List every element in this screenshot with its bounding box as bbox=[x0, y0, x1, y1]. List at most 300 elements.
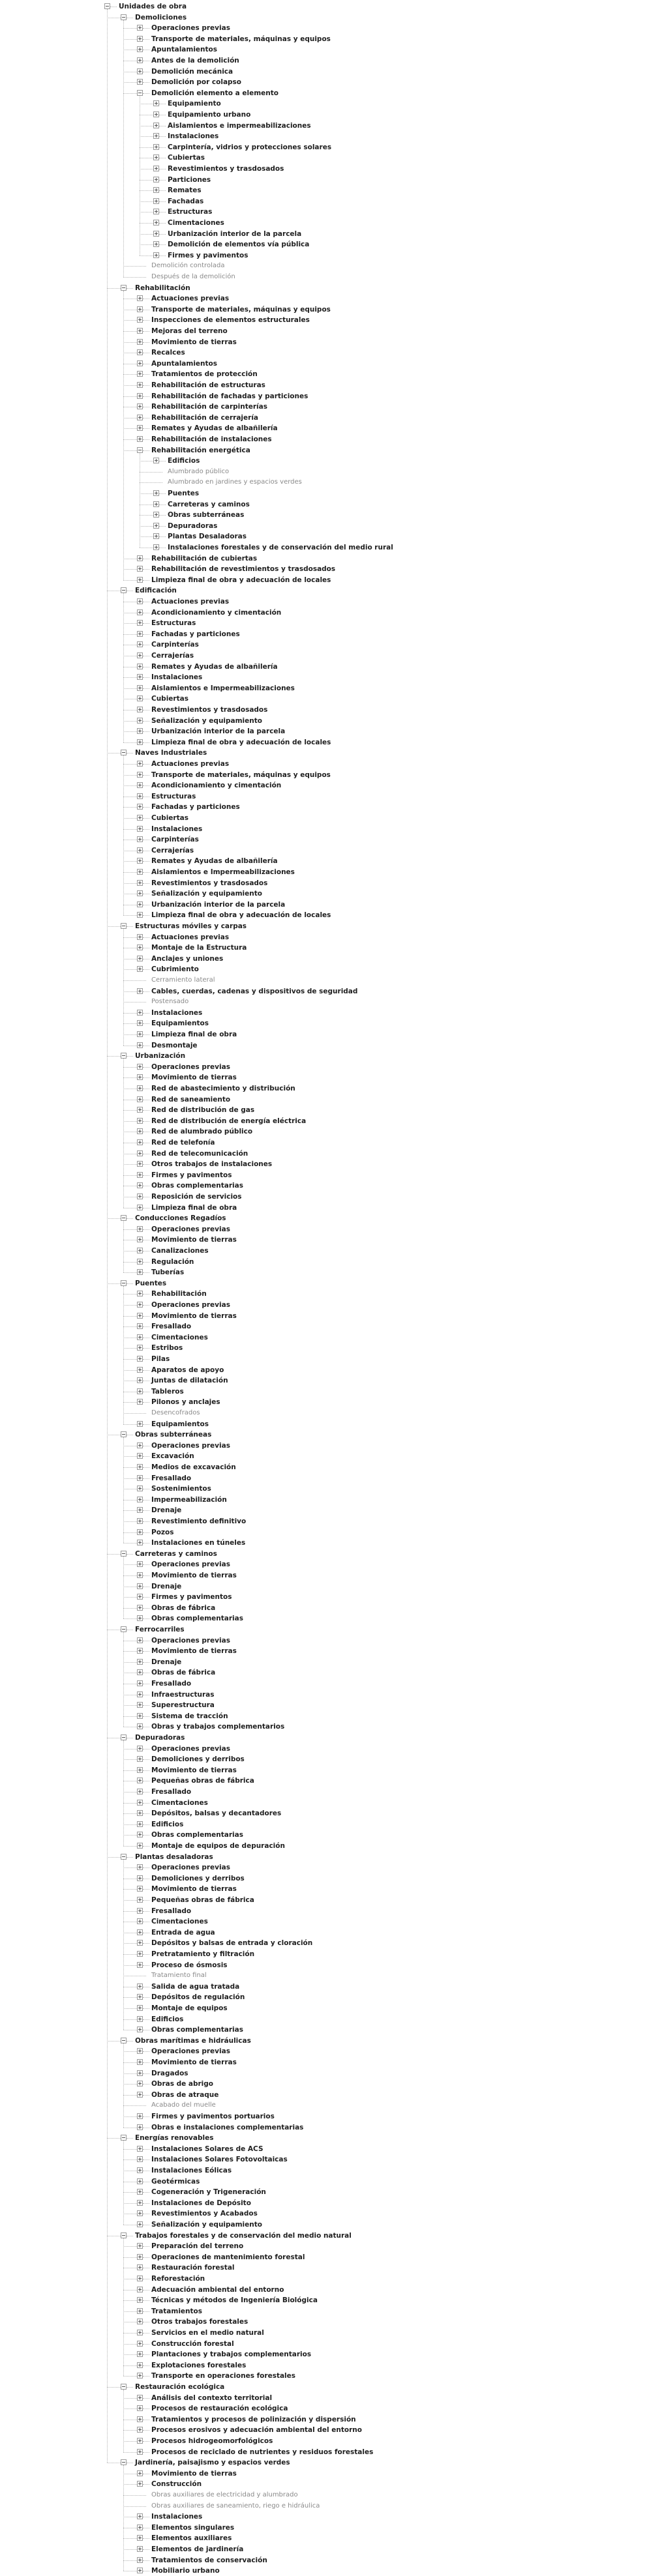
tree-node-label[interactable]: Impermeabilización bbox=[151, 1495, 227, 1504]
tree-node-label[interactable]: Equipamiento urbano bbox=[168, 111, 251, 119]
tree-node-label[interactable]: Pequeñas obras de fábrica bbox=[151, 1777, 254, 1785]
tree-node-label[interactable]: Cimentaciones bbox=[151, 1918, 208, 1926]
tree-node-label[interactable]: Obras subterráneas bbox=[135, 1431, 212, 1439]
tree-node[interactable] bbox=[0, 142, 647, 153]
tree-node[interactable] bbox=[0, 2533, 647, 2543]
expand-toggle-icon[interactable] bbox=[137, 1951, 143, 1957]
tree-node-label[interactable]: Construcción bbox=[151, 2480, 202, 2489]
expand-toggle-icon[interactable] bbox=[153, 166, 159, 171]
tree-node[interactable] bbox=[0, 1408, 647, 1418]
tree-node-label[interactable]: Obras e instalaciones complementarias bbox=[151, 2123, 304, 2131]
tree-node[interactable] bbox=[0, 1538, 647, 1548]
tree-node[interactable] bbox=[0, 1624, 647, 1635]
tree-node-label[interactable]: Revestimientos y trasdosados bbox=[151, 706, 268, 714]
tree-node-label[interactable]: Estructuras bbox=[168, 208, 213, 216]
tree-node-label[interactable]: Revestimiento definitivo bbox=[151, 1517, 247, 1525]
tree-node-label[interactable]: Puentes bbox=[135, 1279, 167, 1287]
tree-node[interactable] bbox=[0, 2360, 647, 2371]
expand-toggle-icon[interactable] bbox=[137, 1594, 143, 1600]
tree-leaf-label[interactable]: Acabado del muelle bbox=[151, 2101, 216, 2109]
tree-node-label[interactable]: Firmes y pavimentos bbox=[151, 1593, 232, 1602]
tree-node-label[interactable]: Instalaciones de Depósito bbox=[151, 2199, 251, 2207]
tree-node[interactable] bbox=[0, 2490, 647, 2500]
tree-node[interactable] bbox=[0, 2122, 647, 2133]
expand-toggle-icon[interactable] bbox=[137, 1453, 143, 1459]
expand-toggle-icon[interactable] bbox=[137, 2308, 143, 2314]
tree-node[interactable] bbox=[0, 12, 647, 23]
tree-node-label[interactable]: Carreteras y caminos bbox=[135, 1549, 217, 1558]
tree-node[interactable] bbox=[0, 2003, 647, 2013]
tree-node-label[interactable]: Equipamiento bbox=[168, 100, 221, 108]
tree-node-label[interactable]: Transporte de materiales, máquinas y equipos bbox=[151, 770, 331, 779]
tree-node[interactable] bbox=[0, 2252, 647, 2262]
tree-node[interactable] bbox=[0, 596, 647, 607]
tree-node-label[interactable]: Firmes y pavimentos bbox=[168, 251, 248, 259]
tree-node[interactable] bbox=[0, 1754, 647, 1764]
expand-toggle-icon[interactable] bbox=[137, 1605, 143, 1611]
tree-node-label[interactable]: Infraestructuras bbox=[151, 1690, 215, 1699]
tree-node-label[interactable]: Depósitos de regulación bbox=[151, 1993, 245, 2002]
expand-toggle-icon[interactable] bbox=[137, 1583, 143, 1589]
tree-node-label[interactable]: Estructuras bbox=[151, 792, 196, 800]
tree-node[interactable] bbox=[0, 585, 647, 596]
tree-node-label[interactable]: Elementos singulares bbox=[151, 2523, 235, 2532]
tree-node-label[interactable]: Instalaciones bbox=[151, 673, 203, 682]
tree-node-label[interactable]: Operaciones previas bbox=[151, 1225, 230, 1233]
tree-node[interactable] bbox=[0, 23, 647, 33]
collapse-toggle-icon[interactable] bbox=[121, 285, 127, 291]
tree-node-label[interactable]: Explotaciones forestales bbox=[151, 2361, 247, 2369]
tree-node-label[interactable]: Rehabilitación de instalaciones bbox=[151, 435, 272, 443]
expand-toggle-icon[interactable] bbox=[137, 371, 143, 377]
expand-toggle-icon[interactable] bbox=[137, 1269, 143, 1275]
tree-node-label[interactable]: Fresallado bbox=[151, 1474, 192, 1482]
tree-node[interactable] bbox=[0, 2176, 647, 2187]
expand-toggle-icon[interactable] bbox=[153, 544, 159, 550]
tree-node[interactable] bbox=[0, 164, 647, 174]
tree-node[interactable] bbox=[0, 997, 647, 1007]
tree-node-label[interactable]: Cerrajerías bbox=[151, 652, 194, 660]
collapse-toggle-icon[interactable] bbox=[121, 923, 127, 929]
tree-node[interactable] bbox=[0, 272, 647, 282]
expand-toggle-icon[interactable] bbox=[137, 57, 143, 63]
expand-toggle-icon[interactable] bbox=[137, 2395, 143, 2401]
tree-node-label[interactable]: Urbanización bbox=[135, 1052, 186, 1061]
tree-node[interactable] bbox=[0, 1765, 647, 1776]
tree-node-label[interactable]: Unidades de obra bbox=[119, 3, 187, 10]
tree-node[interactable] bbox=[0, 1927, 647, 1938]
expand-toggle-icon[interactable] bbox=[137, 328, 143, 334]
tree-node[interactable] bbox=[0, 2241, 647, 2251]
expand-toggle-icon[interactable] bbox=[137, 1572, 143, 1578]
collapse-toggle-icon[interactable] bbox=[121, 1215, 127, 1221]
tree-leaf-label[interactable]: Cerramiento lateral bbox=[151, 976, 215, 984]
expand-toggle-icon[interactable] bbox=[137, 609, 143, 615]
tree-node[interactable] bbox=[0, 1581, 647, 1592]
tree-node-label[interactable]: Dragados bbox=[151, 2069, 188, 2077]
tree-node-label[interactable]: Limpieza final de obra bbox=[151, 1031, 237, 1038]
tree-node-label[interactable]: Fresallado bbox=[151, 1788, 192, 1796]
expand-toggle-icon[interactable] bbox=[137, 1561, 143, 1567]
tree-node[interactable] bbox=[0, 1678, 647, 1689]
tree-node[interactable] bbox=[0, 726, 647, 737]
tree-node[interactable] bbox=[0, 456, 647, 466]
tree-node-label[interactable]: Movimiento de tierras bbox=[151, 1311, 237, 1320]
collapse-toggle-icon[interactable] bbox=[121, 1854, 127, 1860]
tree-node[interactable] bbox=[0, 1441, 647, 1451]
expand-toggle-icon[interactable] bbox=[137, 815, 143, 821]
tree-node-label[interactable]: Carpinterías bbox=[151, 836, 199, 844]
tree-node-label[interactable]: Mobiliario urbano bbox=[151, 2567, 220, 2575]
tree-leaf-label[interactable]: Alumbrado público bbox=[168, 467, 230, 475]
expand-toggle-icon[interactable] bbox=[137, 1940, 143, 1946]
tree-node[interactable] bbox=[0, 1657, 647, 1667]
tree-node-label[interactable]: Restauración ecológica bbox=[135, 2383, 225, 2391]
expand-toggle-icon[interactable] bbox=[137, 912, 143, 918]
expand-toggle-icon[interactable] bbox=[137, 826, 143, 832]
expand-toggle-icon[interactable] bbox=[137, 2124, 143, 2130]
tree-node[interactable] bbox=[0, 1029, 647, 1040]
tree-node[interactable] bbox=[0, 2523, 647, 2533]
tree-node[interactable] bbox=[0, 1267, 647, 1278]
expand-toggle-icon[interactable] bbox=[137, 2254, 143, 2260]
tree-node-label[interactable]: Movimiento de tierras bbox=[151, 1074, 237, 1082]
tree-leaf-label[interactable]: Postensado bbox=[151, 998, 189, 1006]
collapse-toggle-icon[interactable] bbox=[137, 90, 143, 96]
tree-node-label[interactable]: Demoliciones y derribos bbox=[151, 1874, 245, 1882]
tree-node[interactable] bbox=[0, 1646, 647, 1656]
expand-toggle-icon[interactable] bbox=[137, 306, 143, 312]
tree-node-label[interactable]: Acondicionamiento y cimentación bbox=[151, 782, 282, 790]
tree-node-label[interactable]: Transporte de materiales, máquinas y equipos bbox=[151, 35, 331, 43]
tree-node-label[interactable]: Puentes bbox=[168, 490, 200, 497]
tree-node-label[interactable]: Carpinterías bbox=[151, 641, 199, 649]
tree-node-label[interactable]: Fresallado bbox=[151, 1323, 192, 1331]
tree-node[interactable] bbox=[0, 2208, 647, 2219]
tree-node[interactable] bbox=[0, 1451, 647, 1461]
tree-node[interactable] bbox=[0, 2231, 647, 2241]
expand-toggle-icon[interactable] bbox=[137, 664, 143, 669]
expand-toggle-icon[interactable] bbox=[137, 1193, 143, 1199]
tree-node-label[interactable]: Montaje de equipos bbox=[151, 2004, 228, 2012]
expand-toggle-icon[interactable] bbox=[137, 2470, 143, 2476]
expand-toggle-icon[interactable] bbox=[137, 1150, 143, 1156]
tree-node-label[interactable]: Cubrimiento bbox=[151, 965, 199, 974]
tree-node[interactable] bbox=[0, 2295, 647, 2305]
tree-node-label[interactable]: Rehabilitación energética bbox=[151, 446, 250, 454]
tree-node[interactable] bbox=[0, 326, 647, 336]
tree-node[interactable] bbox=[0, 888, 647, 899]
expand-toggle-icon[interactable] bbox=[137, 988, 143, 994]
tree-node-label[interactable]: Desmontaje bbox=[151, 1041, 198, 1049]
tree-node-label[interactable]: Elementos de jardinería bbox=[151, 2545, 244, 2553]
tree-node[interactable] bbox=[0, 1733, 647, 1743]
tree-node-label[interactable]: Revestimientos y trasdosados bbox=[168, 165, 284, 173]
expand-toggle-icon[interactable] bbox=[153, 523, 159, 529]
tree-node[interactable] bbox=[0, 1721, 647, 1732]
expand-toggle-icon[interactable] bbox=[137, 1118, 143, 1124]
tree-node[interactable] bbox=[0, 402, 647, 412]
tree-node[interactable] bbox=[0, 1798, 647, 1808]
expand-toggle-icon[interactable] bbox=[137, 1020, 143, 1026]
expand-toggle-icon[interactable] bbox=[137, 966, 143, 972]
tree-node[interactable] bbox=[0, 359, 647, 369]
expand-toggle-icon[interactable] bbox=[137, 2557, 143, 2563]
tree-node-label[interactable]: Red de saneamiento bbox=[151, 1095, 231, 1104]
tree-node[interactable] bbox=[0, 445, 647, 456]
tree-node-label[interactable]: Red de telecomunicación bbox=[151, 1149, 248, 1158]
tree-node-label[interactable]: Pretratamiento y filtración bbox=[151, 1950, 255, 1958]
tree-node-label[interactable]: Movimiento de tierras bbox=[151, 2058, 237, 2066]
tree-node[interactable] bbox=[0, 1603, 647, 1613]
tree-node[interactable] bbox=[0, 2566, 647, 2576]
tree-node[interactable] bbox=[0, 1365, 647, 1375]
expand-toggle-icon[interactable] bbox=[137, 1010, 143, 1016]
tree-node-label[interactable]: Obras de atraque bbox=[151, 2090, 219, 2099]
tree-node[interactable] bbox=[0, 98, 647, 109]
expand-toggle-icon[interactable] bbox=[137, 793, 143, 799]
tree-node-label[interactable]: Reforestación bbox=[151, 2275, 205, 2283]
tree-node[interactable] bbox=[0, 2154, 647, 2165]
tree-node[interactable] bbox=[0, 1419, 647, 1429]
expand-toggle-icon[interactable] bbox=[137, 1042, 143, 1048]
tree-node[interactable] bbox=[0, 239, 647, 250]
expand-toggle-icon[interactable] bbox=[137, 1291, 143, 1296]
expand-toggle-icon[interactable] bbox=[137, 869, 143, 875]
expand-toggle-icon[interactable] bbox=[137, 2243, 143, 2249]
tree-node[interactable] bbox=[0, 2339, 647, 2349]
expand-toggle-icon[interactable] bbox=[137, 1713, 143, 1719]
tree-node[interactable] bbox=[0, 413, 647, 423]
tree-node[interactable] bbox=[0, 878, 647, 888]
collapse-toggle-icon[interactable] bbox=[121, 14, 127, 20]
expand-toggle-icon[interactable] bbox=[137, 1800, 143, 1806]
tree-node[interactable] bbox=[0, 250, 647, 261]
expand-toggle-icon[interactable] bbox=[137, 890, 143, 896]
tree-node-label[interactable]: Trabajos forestales y de conservación del medio natural bbox=[135, 2231, 352, 2240]
tree-node[interactable] bbox=[0, 2144, 647, 2154]
expand-toggle-icon[interactable] bbox=[137, 1789, 143, 1794]
expand-toggle-icon[interactable] bbox=[137, 1529, 143, 1535]
tree-node-label[interactable]: Fachadas bbox=[168, 197, 204, 205]
tree-node-label[interactable]: Carpintería, vidrios y protecciones solares bbox=[168, 143, 332, 151]
expand-toggle-icon[interactable] bbox=[137, 1929, 143, 1935]
tree-node-label[interactable]: Construcción forestal bbox=[151, 2339, 234, 2348]
expand-toggle-icon[interactable] bbox=[137, 1302, 143, 1308]
tree-node-label[interactable]: Demolición de elementos vía pública bbox=[168, 241, 310, 249]
expand-toggle-icon[interactable] bbox=[137, 2059, 143, 2065]
collapse-toggle-icon[interactable] bbox=[121, 1280, 127, 1286]
tree-node[interactable] bbox=[0, 1332, 647, 1343]
tree-node[interactable] bbox=[0, 488, 647, 499]
tree-node[interactable] bbox=[0, 218, 647, 228]
tree-node-label[interactable]: Limpieza final de obra y adecuación de locales bbox=[151, 576, 331, 584]
tree-leaf-label[interactable]: Desencofrados bbox=[151, 1409, 200, 1416]
expand-toggle-icon[interactable] bbox=[137, 1843, 143, 1849]
tree-node-label[interactable]: Demoliciones y derribos bbox=[151, 1755, 245, 1764]
expand-toggle-icon[interactable] bbox=[137, 1367, 143, 1373]
expand-toggle-icon[interactable] bbox=[137, 836, 143, 842]
expand-toggle-icon[interactable] bbox=[137, 25, 143, 31]
tree-node[interactable] bbox=[0, 1906, 647, 1916]
expand-toggle-icon[interactable] bbox=[137, 1259, 143, 1265]
tree-node-label[interactable]: Tratamientos y procesos de polinización y dispersión bbox=[151, 2415, 356, 2423]
expand-toggle-icon[interactable] bbox=[137, 1756, 143, 1762]
tree-node[interactable] bbox=[0, 2555, 647, 2566]
tree-leaf-label[interactable]: Obras auxiliares de electricidad y alumbrado bbox=[151, 2491, 298, 2498]
expand-toggle-icon[interactable] bbox=[137, 1810, 143, 1816]
tree-node-label[interactable]: Depósitos, balsas y decantadores bbox=[151, 1809, 282, 1818]
tree-node-label[interactable]: Instalaciones forestales y de conservación del medio rural bbox=[168, 544, 393, 551]
expand-toggle-icon[interactable] bbox=[137, 1107, 143, 1113]
tree-node[interactable] bbox=[0, 2285, 647, 2295]
expand-toggle-icon[interactable] bbox=[137, 1723, 143, 1729]
tree-node[interactable] bbox=[0, 1137, 647, 1148]
collapse-toggle-icon[interactable] bbox=[121, 1626, 127, 1632]
tree-node[interactable] bbox=[0, 2068, 647, 2079]
expand-toggle-icon[interactable] bbox=[137, 349, 143, 355]
tree-node-label[interactable]: Edificios bbox=[151, 1820, 184, 1828]
expand-toggle-icon[interactable] bbox=[137, 707, 143, 712]
expand-toggle-icon[interactable] bbox=[137, 577, 143, 583]
expand-toggle-icon[interactable] bbox=[137, 1540, 143, 1545]
expand-toggle-icon[interactable] bbox=[137, 1442, 143, 1448]
tree-node[interactable] bbox=[0, 1884, 647, 1894]
tree-node-label[interactable]: Movimiento de tierras bbox=[151, 1766, 237, 1774]
expand-toggle-icon[interactable] bbox=[137, 1886, 143, 1892]
expand-toggle-icon[interactable] bbox=[137, 1237, 143, 1242]
tree-node[interactable] bbox=[0, 2262, 647, 2273]
expand-toggle-icon[interactable] bbox=[137, 2221, 143, 2227]
tree-node[interactable] bbox=[0, 2403, 647, 2414]
tree-node[interactable] bbox=[0, 2187, 647, 2197]
tree-node[interactable] bbox=[0, 607, 647, 618]
tree-node[interactable] bbox=[0, 477, 647, 488]
tree-node-label[interactable]: Cubiertas bbox=[168, 154, 205, 162]
tree-node[interactable] bbox=[0, 2436, 647, 2446]
tree-node-label[interactable]: Cubiertas bbox=[151, 695, 188, 703]
tree-node-label[interactable]: Red de distribución de energía eléctrica bbox=[151, 1117, 307, 1125]
tree-node-label[interactable]: Movimiento de tierras bbox=[151, 1572, 237, 1579]
tree-node[interactable] bbox=[0, 2425, 647, 2435]
tree-node-label[interactable]: Obras complementarias bbox=[151, 1182, 243, 1190]
expand-toggle-icon[interactable] bbox=[137, 1323, 143, 1329]
expand-toggle-icon[interactable] bbox=[137, 2341, 143, 2347]
tree-node[interactable] bbox=[0, 1960, 647, 1970]
expand-toggle-icon[interactable] bbox=[137, 2405, 143, 2411]
tree-node[interactable] bbox=[0, 1938, 647, 1948]
tree-node[interactable] bbox=[0, 2501, 647, 2511]
tree-node[interactable] bbox=[0, 1841, 647, 1851]
expand-toggle-icon[interactable] bbox=[137, 2427, 143, 2433]
tree-node[interactable] bbox=[0, 662, 647, 672]
expand-toggle-icon[interactable] bbox=[153, 123, 159, 128]
tree-node-label[interactable]: Anclajes y uniones bbox=[151, 954, 224, 963]
tree-node-label[interactable]: Edificios bbox=[151, 2015, 184, 2023]
tree-node[interactable] bbox=[0, 824, 647, 834]
tree-node[interactable] bbox=[0, 2057, 647, 2068]
tree-node[interactable] bbox=[0, 1159, 647, 1169]
tree-node[interactable] bbox=[0, 185, 647, 196]
tree-node-label[interactable]: Obras marítimas e hidráulicas bbox=[135, 2036, 251, 2045]
expand-toggle-icon[interactable] bbox=[137, 685, 143, 691]
expand-toggle-icon[interactable] bbox=[137, 1128, 143, 1134]
tree-node-label[interactable]: Firmes y pavimentos bbox=[151, 1171, 232, 1179]
tree-node-label[interactable]: Limpieza final de obra bbox=[151, 1203, 237, 1212]
tree-node-label[interactable]: Aparatos de apoyo bbox=[151, 1366, 224, 1374]
tree-node[interactable] bbox=[0, 121, 647, 131]
tree-node[interactable] bbox=[0, 499, 647, 510]
tree-node-label[interactable]: Instalaciones Eólicas bbox=[151, 2167, 232, 2174]
expand-toggle-icon[interactable] bbox=[153, 231, 159, 237]
expand-toggle-icon[interactable] bbox=[137, 1031, 143, 1037]
tree-node[interactable] bbox=[0, 564, 647, 574]
tree-node[interactable] bbox=[0, 434, 647, 445]
expand-toggle-icon[interactable] bbox=[137, 847, 143, 853]
tree-node-label[interactable]: Cimentaciones bbox=[151, 1333, 208, 1341]
tree-node-label[interactable]: Obras de fábrica bbox=[151, 1669, 216, 1677]
expand-toggle-icon[interactable] bbox=[137, 2481, 143, 2487]
tree-node-label[interactable]: Obras complementarias bbox=[151, 1831, 243, 1839]
expand-toggle-icon[interactable] bbox=[137, 2525, 143, 2530]
expand-toggle-icon[interactable] bbox=[137, 425, 143, 431]
tree-node-label[interactable]: Ferrocarriles bbox=[135, 1626, 185, 1633]
tree-node[interactable] bbox=[0, 34, 647, 44]
tree-node[interactable] bbox=[0, 1429, 647, 1440]
collapse-toggle-icon[interactable] bbox=[121, 750, 127, 755]
tree-node[interactable] bbox=[0, 618, 647, 628]
expand-toggle-icon[interactable] bbox=[137, 1908, 143, 1914]
expand-toggle-icon[interactable] bbox=[137, 555, 143, 561]
tree-node[interactable] bbox=[0, 1787, 647, 1797]
expand-toggle-icon[interactable] bbox=[137, 2351, 143, 2357]
expand-toggle-icon[interactable] bbox=[137, 761, 143, 767]
tree-node[interactable] bbox=[0, 943, 647, 953]
tree-node-label[interactable]: Adecuación ambiental del entorno bbox=[151, 2285, 284, 2294]
tree-node[interactable] bbox=[0, 2457, 647, 2468]
tree-node[interactable] bbox=[0, 975, 647, 986]
tree-node-label[interactable]: Operaciones previas bbox=[151, 1301, 230, 1309]
tree-node-label[interactable]: Actuaciones previas bbox=[151, 760, 230, 768]
tree-node-label[interactable]: Red de abastecimiento y distribución bbox=[151, 1085, 295, 1092]
expand-toggle-icon[interactable] bbox=[137, 2178, 143, 2184]
tree-node[interactable] bbox=[0, 2414, 647, 2425]
tree-node-label[interactable]: Restauración forestal bbox=[151, 2264, 235, 2272]
expand-toggle-icon[interactable] bbox=[153, 241, 159, 247]
tree-node[interactable] bbox=[0, 813, 647, 823]
expand-toggle-icon[interactable] bbox=[137, 2535, 143, 2541]
expand-toggle-icon[interactable] bbox=[137, 2449, 143, 2455]
tree-node-label[interactable]: Operaciones previas bbox=[151, 1744, 230, 1753]
tree-node[interactable] bbox=[0, 1700, 647, 1710]
expand-toggle-icon[interactable] bbox=[137, 652, 143, 658]
tree-node[interactable] bbox=[0, 304, 647, 315]
tree-node[interactable] bbox=[0, 542, 647, 553]
tree-node-label[interactable]: Rehabilitación bbox=[135, 284, 190, 292]
tree-node[interactable] bbox=[0, 1051, 647, 1061]
expand-toggle-icon[interactable] bbox=[137, 1475, 143, 1481]
tree-node[interactable] bbox=[0, 1116, 647, 1126]
expand-toggle-icon[interactable] bbox=[137, 1918, 143, 1924]
tree-node[interactable] bbox=[0, 2328, 647, 2338]
tree-node[interactable] bbox=[0, 1592, 647, 1602]
tree-node[interactable] bbox=[0, 196, 647, 207]
expand-toggle-icon[interactable] bbox=[153, 133, 159, 139]
tree-node-label[interactable]: Señalización y equipamiento bbox=[151, 2221, 262, 2229]
tree-node[interactable] bbox=[0, 110, 647, 120]
expand-toggle-icon[interactable] bbox=[137, 1377, 143, 1383]
expand-toggle-icon[interactable] bbox=[153, 458, 159, 463]
